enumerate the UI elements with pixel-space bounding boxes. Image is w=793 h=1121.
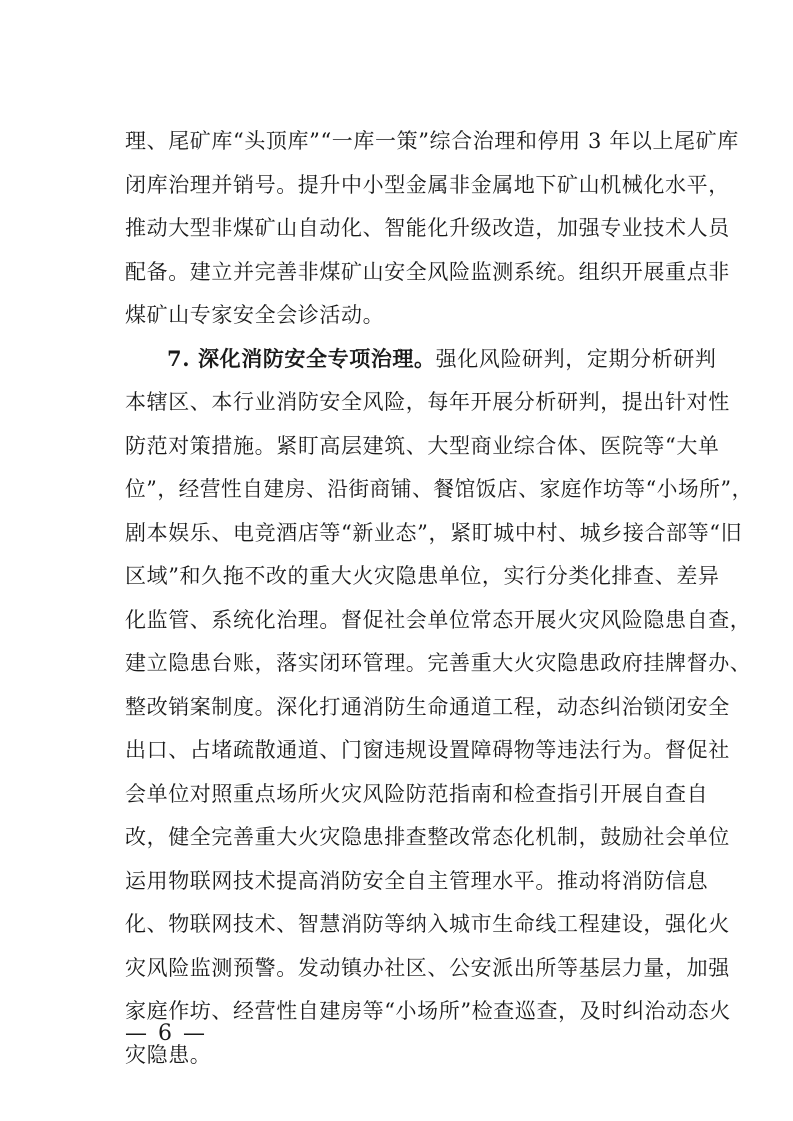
body-line: 化、物联网技术、智慧消防等纳入城市生命线工程建设，强化火 (125, 912, 730, 936)
body-line: 灾隐患。 (125, 1043, 212, 1067)
section-7-heading: 7. 深化消防安全专项治理。 (167, 346, 436, 371)
body-line: 剧本娱乐、电竞酒店等“新业态”，紧盯城中村、城乡接合部等“旧 (125, 521, 743, 545)
body-line: 会单位对照重点场所火灾风险防范指南和检查指引开展自查自 (125, 782, 709, 806)
body-line: 灾风险监测预警。发动镇办社区、公安派出所等基层力量，加强 (125, 956, 730, 980)
body-line: 本辖区、本行业消防安全风险，每年开展分析研判，提出针对性 (125, 390, 730, 414)
body-line: 煤矿山专家安全会诊活动。 (125, 303, 385, 327)
body-line: 出口、占堵疏散通道、门窗违规设置障碍物等违法行为。督促社 (125, 738, 730, 762)
body-line: 位”，经营性自建房、沿街商铺、餐馆饭店、家庭作坊等“小场所”， (125, 477, 753, 501)
section-7-first-line (167, 345, 716, 373)
body-line: 配备。建立并完善非煤矿山安全风险监测系统。组织开展重点非 (125, 260, 730, 284)
body-line: 推动大型非煤矿山自动化、智能化升级改造，加强专业技术人员 (125, 216, 730, 240)
section-7-first-line-text: 强化风险研判，定期分析研判 (435, 347, 717, 371)
body-line: 理、尾矿库“头顶库”“一库一策”综合治理和停用 3 年以上尾矿库 (125, 129, 739, 153)
body-line: 整改销案制度。深化打通消防生命通道工程，动态纠治锁闭安全 (125, 695, 730, 719)
body-line: 闭库治理并销号。提升中小型金属非金属地下矿山机械化水平， (125, 173, 730, 197)
body-line: 化监管、系统化治理。督促社会单位常态开展火灾风险隐患自查， (125, 608, 752, 632)
body-line: 改，健全完善重大火灾隐患排查整改常态化机制，鼓励社会单位 (125, 825, 730, 849)
body-line: 建立隐患台账，落实闭环管理。完善重大火灾隐患政府挂牌督办、 (125, 651, 752, 675)
body-line: 运用物联网技术提高消防安全自主管理水平。推动将消防信息 (125, 869, 709, 893)
body-line: 家庭作坊、经营性自建房等“小场所”检查巡查，及时纠治动态火 (125, 999, 731, 1023)
body-line: 防范对策措施。紧盯高层建筑、大型商业综合体、医院等“大单 (125, 434, 720, 458)
body-line: 区域”和久拖不改的重大火灾隐患单位，实行分类化排查、差异 (125, 564, 720, 588)
page-number: — 6 — (125, 1021, 207, 1046)
